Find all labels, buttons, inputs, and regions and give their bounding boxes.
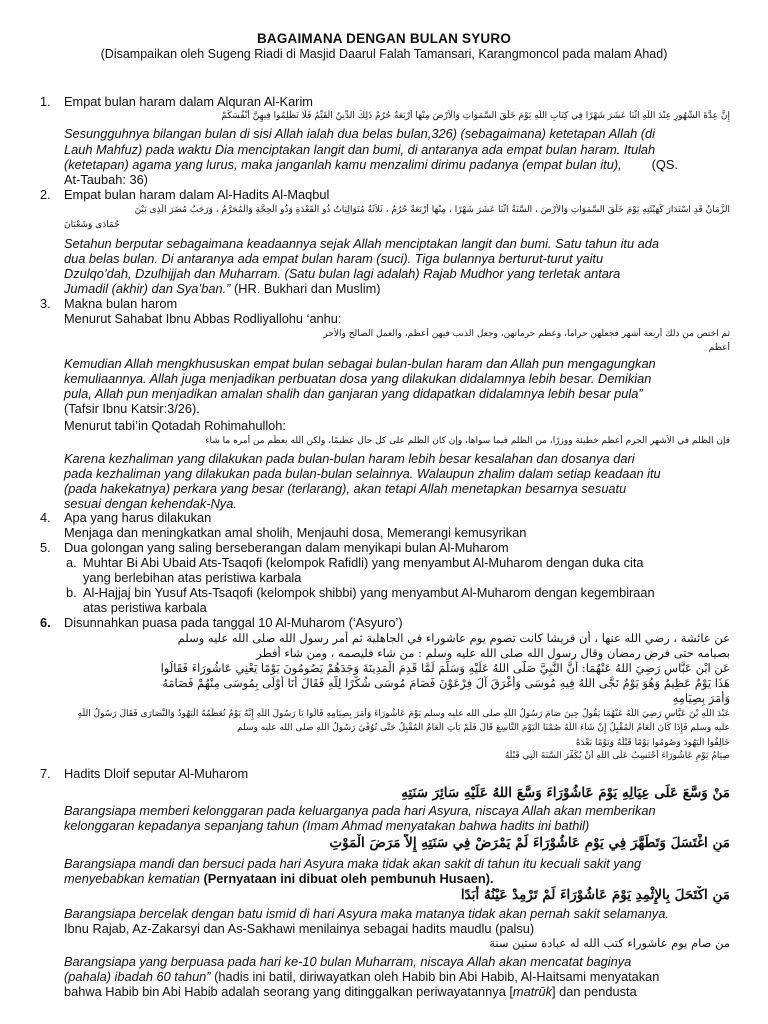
section-7-translation-text: (pahala) ibadah 60 tahun” bbox=[64, 969, 211, 984]
section-3-translation-line: kemuliaannya. Allah juga menjadikan perbuatan dosa yang dilakukan didalamnya lebih besar. Demikian bbox=[64, 371, 652, 386]
section-6-arabic: هَذَا يَوْمٌ عَظِيمٌ وَهُوَ يَوْمٌ نَجَّى اللهُ فِيهِ مُوسَى وَأَغْرَقَ آلَ فِرْعَوْنَ فَصَامَ مُوسَى شُكْرًا لِلَّهِ فَقَالَ أَنَا أَوْلَى بِمُوسَى مِنْهُمْ فَصَامَهُ bbox=[162, 676, 730, 690]
section-3-translation-line: sesuai dengan kehendak-Nya. bbox=[64, 496, 237, 511]
section-7-translation-line bbox=[64, 969, 659, 984]
section-7-heading: Hadits Dloif seputar Al-Muharom bbox=[64, 766, 249, 781]
section-5-item-a: yang berlebihan atas peristiwa karbala bbox=[83, 570, 302, 585]
section-5-item-a: Muhtar Bi Abi Ubaid Ats-Tsaqofi (kelompok Rafidli) yang menyambut Al-Muharom dengan duka cita bbox=[83, 555, 644, 570]
section-5-number: 5. bbox=[40, 540, 51, 555]
section-7-arabic: مَنِ اغْتَسَلَ وَتَطَهَّرَ فِي يَوْمِ عَاشُوْرَاءَ لَمْ يَمْرَضْ فِي سَنَتِهِ إِلاَّ مَرَضَ الْمَوْتِ bbox=[329, 835, 730, 851]
section-7-note-term: matrūk bbox=[512, 984, 553, 999]
section-6-arabic: عليه وسلم فَإِذَا كَانَ الْعَامُ الْمُقْبِلُ إِنْ شَاءَ اللَّهُ صُمْنَا الْيَوْمَ التَّاسِعَ قَالَ فَلَمْ يَأْتِ الْعَامُ الْمُقْبِلُ حَتَّى تُوُفِّيَ رَسُولُ اللَّهِ صلى الله عليه وسلم bbox=[237, 723, 730, 733]
section-5-item-a-label: a. bbox=[66, 555, 77, 570]
section-7-translation-line: Barangsiapa bercelak dengan batu ismid di hari Asyura maka matanya tidak akan pernah sakit selamanya. bbox=[64, 906, 669, 921]
section-3-arabic: ثم اختص من ذلك أربعة أشهر فجعلهن حراما، وعظم حرماتهن، وجعل الذنب فيهن أعظم، والعمل الصالح والأجر bbox=[323, 329, 730, 339]
section-7-translation-line: Barangsiapa mandi dan bersuci pada hari Asyura maka tidak akan sakit di tahun itu kecuali sakit yang bbox=[64, 856, 642, 871]
section-3-subheading: Menurut Sahabat Ibnu Abbas Rodliyallohu ‘anhu: bbox=[64, 311, 342, 326]
section-2-translation-line: Setahun berputar sebagaimana keadaannya sejak Allah menciptakan langit dan bumi. Satu tahun itu ada bbox=[64, 236, 659, 251]
section-1-heading: Empat bulan haram dalam Alquran Al-Karim bbox=[64, 94, 313, 109]
section-3-arabic: أعظم bbox=[708, 343, 730, 353]
section-6-arabic: بصيامه حتى فرض رمضان وقال رسول الله صلى الله عليه وسلم : من شاء فليصمه ، ومن شاء أفطر bbox=[256, 646, 730, 660]
section-2-reference: (HR. Bukhari dan Muslim) bbox=[234, 281, 381, 296]
section-7-translation-text: kelonggaran kepadanya sepanjang tahun bbox=[64, 818, 299, 833]
section-6-arabic: خَالِفُوا الْيَهُودَ وَصُومُوا يَوْمًا قَبْلَهُ وَيَوْمًا بَعْدَهُ bbox=[575, 738, 730, 748]
section-5-heading: Dua golongan yang saling berseberangan dalam menyikapi bulan Al-Muharom bbox=[64, 540, 509, 555]
section-6-arabic: صِيَامُ يَوْمِ عَاشُورَاءَ أَحْتَسِبُ عَلَى اللَّهِ أَنْ يُكَفِّرَ السَّنَةَ الَّتِي قَبْلَهُ bbox=[504, 751, 730, 761]
section-6-heading: Disunnahkan puasa pada tanggal 10 Al-Muharom (‘Asyuro’) bbox=[64, 615, 403, 630]
section-7-translation-line: Barangsiapa memberi kelonggaran pada keluarganya pada hari Asyura, niscaya Allah akan memberikan bbox=[64, 803, 656, 818]
section-7-arabic: مَنْ وَسَّعَ عَلَى عِيَالِهِ يَوْمَ عَاشُوْرَاءَ وَسَّعَ اللهُ عَلَيْهِ سَائِرَ سَنَتِهِ bbox=[401, 785, 730, 801]
section-1-reference-line: At-Taubah: 36) bbox=[64, 172, 148, 187]
section-2-translation-text: Jumadil (akhir) dan Sya’ban.” bbox=[64, 281, 231, 296]
section-3-translation-line: (pada hakekatnya) perkara yang besar (terlarang), akan tetapi Allah menetapkan besarnya sesuatu bbox=[64, 481, 627, 496]
section-6-arabic: عَنِ ابْنِ عَبَّاسٍ رَضِيَ اللهُ عَنْهُمَا: أَنَّ النَّبِيَّ صَلَّى اللهُ عَلَيْهِ وَسَلَّمَ لَمَّا قَدِمَ الْمَدِينَةَ وَجَدَهُمْ يَصُومُونَ يَوْمًا يَعْنِي عَاشُورَاءَ فَقَالُوا bbox=[160, 661, 730, 675]
section-4-heading: Apa yang harus dilakukan bbox=[64, 510, 212, 525]
section-7-note-text: ] dan pendusta bbox=[552, 984, 637, 999]
section-1-reference: (QS. bbox=[651, 157, 678, 172]
section-2-arabic: الزَّمَانُ قَدِ اسْتَدَارَ كَهَيْئَتِهِ يَوْمَ خَلَقَ السَّمَوَاتِ وَالأَرْضَ ، السَّنَةُ اثْنَا عَشَرَ شَهْرًا ، مِنْهَا أَرْبَعَةٌ حُرُمٌ ، ثَلاَثَةٌ مُتَوَالِيَاتٌ ذُو الْقَعْدَةِ وَذُو الْحِجَّةِ وَالْمُحَرَّمُ ، وَرَجَبُ مُضَرَ الَّذِى بَيْنَ bbox=[134, 205, 730, 215]
section-7-note: (Imam Ahmad menyatakan bahwa hadits ini bathil) bbox=[302, 818, 590, 833]
section-3-arabic: فإن الظلم في الأشهر الحرم أعظم خطيئة ووزرًا، من الظلم فيما سواها، وإن كان الظلم على كل حال عظيمًا، ولكن الله يعظّم من أمره ما شاء bbox=[205, 436, 730, 446]
section-3-translation-line: Kemudian Allah mengkhususkan empat bulan sebagai bulan-bulan haram dan Allah pun mengagungkan bbox=[64, 356, 656, 371]
section-3-translation-line: Karena kezhaliman yang dilakukan pada bulan-bulan haram lebih besar kesalahan dan dosanya dari bbox=[64, 451, 635, 466]
section-5-item-b-label: b. bbox=[66, 585, 77, 600]
section-7-note: (hadis ini batil, diriwayatkan oleh Habib bin Abi Habib, Al-Haitsami menyatakan bbox=[214, 969, 660, 984]
section-7-translation-text: menyebabkan kematian bbox=[64, 871, 200, 886]
section-1-translation-line: Sesungguhnya bilangan bulan di sisi Allah ialah dua belas bulan,326) (sebagaimana) ketetapan Allah (di bbox=[64, 126, 655, 141]
section-2-translation-line: Dzulqo’dah, Dzulhijjah dan Muharram. (Satu bulan lagi adalah) Rajab Mudhor yang terletak antara bbox=[64, 266, 621, 281]
section-6-arabic: عَبْدَ اللَّهِ بْنَ عَبَّاسٍ رَضِيَ اللَّهُ عَنْهُمَا يَقُولُ حِينَ صَامَ رَسُولُ اللَّهِ صلى الله عليه وسلم يَوْمَ عَاشُورَاءَ وَأَمَرَ بِصِيَامِهِ قَالُوا يَا رَسُولَ اللَّهِ إِنَّهُ يَوْمٌ تُعَظِّمُهُ الْيَهُودُ وَالنَّصَارَى فَقَالَ رَسُولُ اللَّهِ bbox=[77, 709, 730, 719]
section-3-subheading: Menurut tabi’in Qotadah Rohimahulloh: bbox=[64, 418, 286, 433]
section-7-note-text: bahwa Habib bin Abi Habib adalah seorang yang ditinggalkan periwayatannya [ bbox=[64, 984, 513, 999]
section-3-reference: (Tafsir Ibnu Katsir:3/26). bbox=[64, 401, 200, 416]
section-3-translation-line: pula, Allah pun menjadikan amalan shalih dan ganjaran yang didapatkan didalamnya lebih besar pula” bbox=[64, 386, 643, 401]
section-6-arabic: عن عائشة ، رضي الله عنها ، أن قريشا كانت تصوم يوم عاشوراء في الجاهلية ثم أمر رسول الله صلى الله عليه وسلم bbox=[177, 631, 730, 645]
section-2-translation-line: dua belas bulan. Di antaranya ada empat bulan haram (suci). Tiga bulannya berturut-turut yaitu bbox=[64, 251, 604, 266]
section-2-number: 2. bbox=[40, 187, 51, 202]
section-7-note: (Pernyataan ini dibuat oleh pembunuh Husaen). bbox=[203, 871, 494, 886]
section-1-translation-line bbox=[64, 157, 678, 172]
section-3-number: 3. bbox=[40, 296, 51, 311]
section-3-translation-line: pada kezhaliman yang dilakukan pada bulan-bulan selainnya. Walaupun zhalim dalam setiap keadaan itu bbox=[64, 466, 661, 481]
document-subtitle: (Disampaikan oleh Sugeng Riadi di Masjid Daarul Falah Tamansari, Karangmoncol pada malam Ahad) bbox=[100, 47, 668, 61]
section-5-item-b: Al-Hajjaj bin Yusuf Ats-Tsaqofi (kelompok shibbi) yang menyambut Al-Muharom dengan kegembiraan bbox=[83, 585, 655, 600]
section-2-arabic: جُمَادَى وَشَعْبَانَ bbox=[64, 220, 120, 230]
section-7-translation-line: Barangsiapa yang berpuasa pada hari ke-10 bulan Muharram, niscaya Allah akan mencatat baginya bbox=[64, 954, 632, 969]
section-5-item-b: atas peristiwa karbala bbox=[83, 600, 207, 615]
section-7-number: 7. bbox=[40, 766, 51, 781]
section-1-arabic: إِنَّ عِدَّةَ الشُّهُورِ عِنْدَ اللَّهِ اثْنَا عَشَرَ شَهْرًا فِي كِتَابِ اللَّهِ يَوْمَ خَلَقَ السَّمَوَاتِ وَالْأَرْضَ مِنْهَا أَرْبَعَةٌ حُرُمٌ ذَلِكَ الدِّينُ الْقَيِّمُ فَلَا تَظْلِمُوا فِيهِنَّ أَنْفُسَكُمْ bbox=[221, 111, 730, 121]
section-3-heading: Makna bulan harom bbox=[64, 296, 178, 311]
section-4-number: 4. bbox=[40, 510, 51, 525]
section-1-number: 1. bbox=[40, 94, 51, 109]
section-7-translation-line bbox=[64, 871, 494, 886]
section-7-arabic: من صام يوم عاشوراء كتب الله له عبادة ستين سنة bbox=[489, 936, 730, 950]
section-6-arabic: وَأَمَرَ بِصِيَامِهِ bbox=[672, 691, 730, 705]
section-7-note-line: Ibnu Rajab, Az-Zakarsyi dan As-Sakhawi menilainya sebagai hadits maudlu (palsu) bbox=[64, 921, 535, 936]
section-6-number: 6. bbox=[40, 615, 51, 630]
section-2-heading: Empat bulan haram dalam Al-Hadits Al-Maqbul bbox=[64, 187, 330, 202]
section-1-translation-text: (ketetapan) agama yang lurus, maka janganlah kamu menzalimi dirimu padanya (empat bulan itu), bbox=[64, 157, 622, 172]
section-7-translation-line bbox=[64, 818, 589, 833]
section-7-note-line bbox=[64, 984, 637, 999]
document-title: BAGAIMANA DENGAN BULAN SYURO bbox=[256, 31, 512, 46]
section-1-translation-line: Lauh Mahfuz) pada waktu Dia menciptakan langit dan bumi, di antaranya ada empat bulan haram. Itulah bbox=[64, 142, 656, 157]
section-2-translation-line bbox=[64, 281, 381, 296]
section-4-body: Menjaga dan meningkatkan amal sholih, Menjauhi dosa, Memerangi kemusyrikan bbox=[64, 525, 527, 540]
section-7-arabic: مَنِ اكْتَحَلَ بِالإِثْمِدِ يَوْمَ عَاشُوْرَاءَ لَمْ تَرْمِدْ عَيْنُهُ أَبَدًا bbox=[460, 887, 730, 903]
